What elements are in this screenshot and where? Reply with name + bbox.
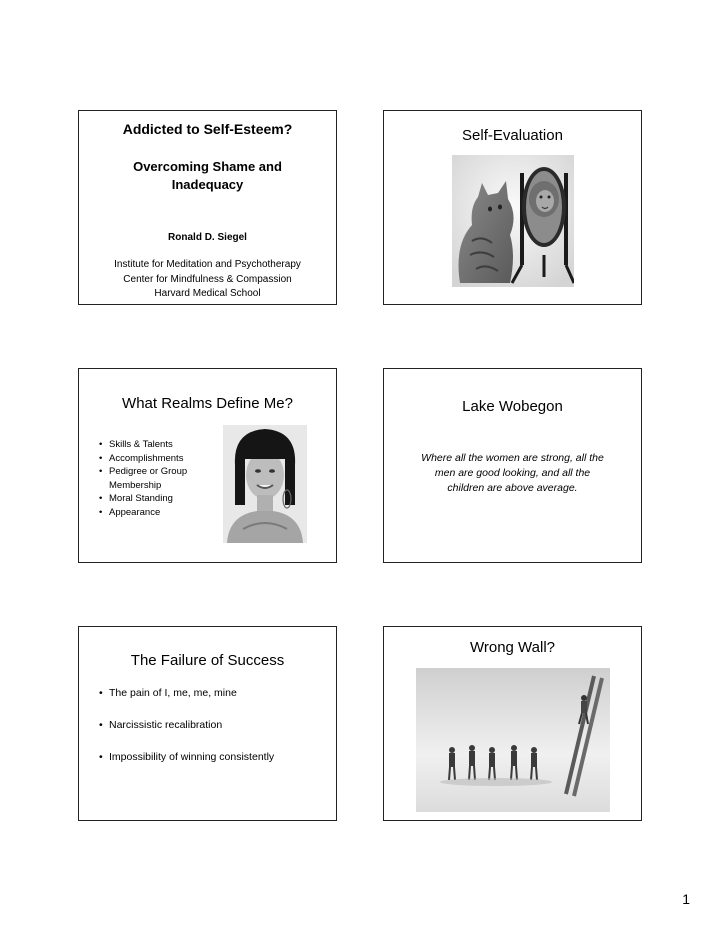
subtitle-line: Overcoming Shame and [133, 159, 282, 174]
ladder-figurines-image [416, 668, 610, 812]
slide-1 [78, 110, 337, 305]
slide-3 [78, 368, 337, 563]
realms-list [99, 438, 224, 519]
quote-line: Where all the women are strong, all the [421, 452, 604, 464]
list-item: • Skills & Talents [99, 438, 224, 452]
slide-title: Self-Evaluation [462, 127, 563, 144]
slide-6 [383, 626, 642, 821]
author-name: Ronald D. Siegel [168, 232, 247, 243]
quote-line: children are above average. [447, 482, 578, 494]
slide-4 [383, 368, 642, 563]
list-item: • Impossibility of winning consistently [99, 751, 329, 763]
affiliation-line: Harvard Medical School [154, 288, 261, 299]
list-item: • Pedigree or Group Membership [99, 465, 224, 492]
slide-title: Addicted to Self-Esteem? [122, 121, 293, 137]
quote [384, 451, 641, 496]
affiliations [79, 258, 336, 302]
list-item: • Moral Standing [99, 492, 224, 506]
affiliation-line: Center for Mindfulness & Compassion [123, 273, 292, 285]
list-item: • Appearance [99, 506, 224, 520]
slide-title: What Realms Define Me? [122, 395, 293, 412]
slide-5 [78, 626, 337, 821]
subtitle-line: Inadequacy [171, 177, 244, 192]
slide-title: The Failure of Success [130, 652, 285, 669]
woman-portrait-image [223, 425, 307, 543]
page-number: 1 [682, 891, 690, 907]
slide-subtitle [79, 158, 336, 194]
list-item: • Accomplishments [99, 452, 224, 466]
slide-2 [383, 110, 642, 305]
list-item: • The pain of I, me, me, mine [99, 687, 329, 699]
slide-title: Lake Wobegon [462, 398, 563, 415]
quote-line: men are good looking, and all the [434, 467, 591, 479]
slide-title: Wrong Wall? [469, 639, 556, 656]
affiliation-line: Institute for Meditation and Psychotherapy [114, 259, 301, 270]
success-list [99, 687, 329, 763]
cat-mirror-lion-image [452, 155, 574, 287]
list-item: • Narcissistic recalibration [99, 719, 329, 731]
